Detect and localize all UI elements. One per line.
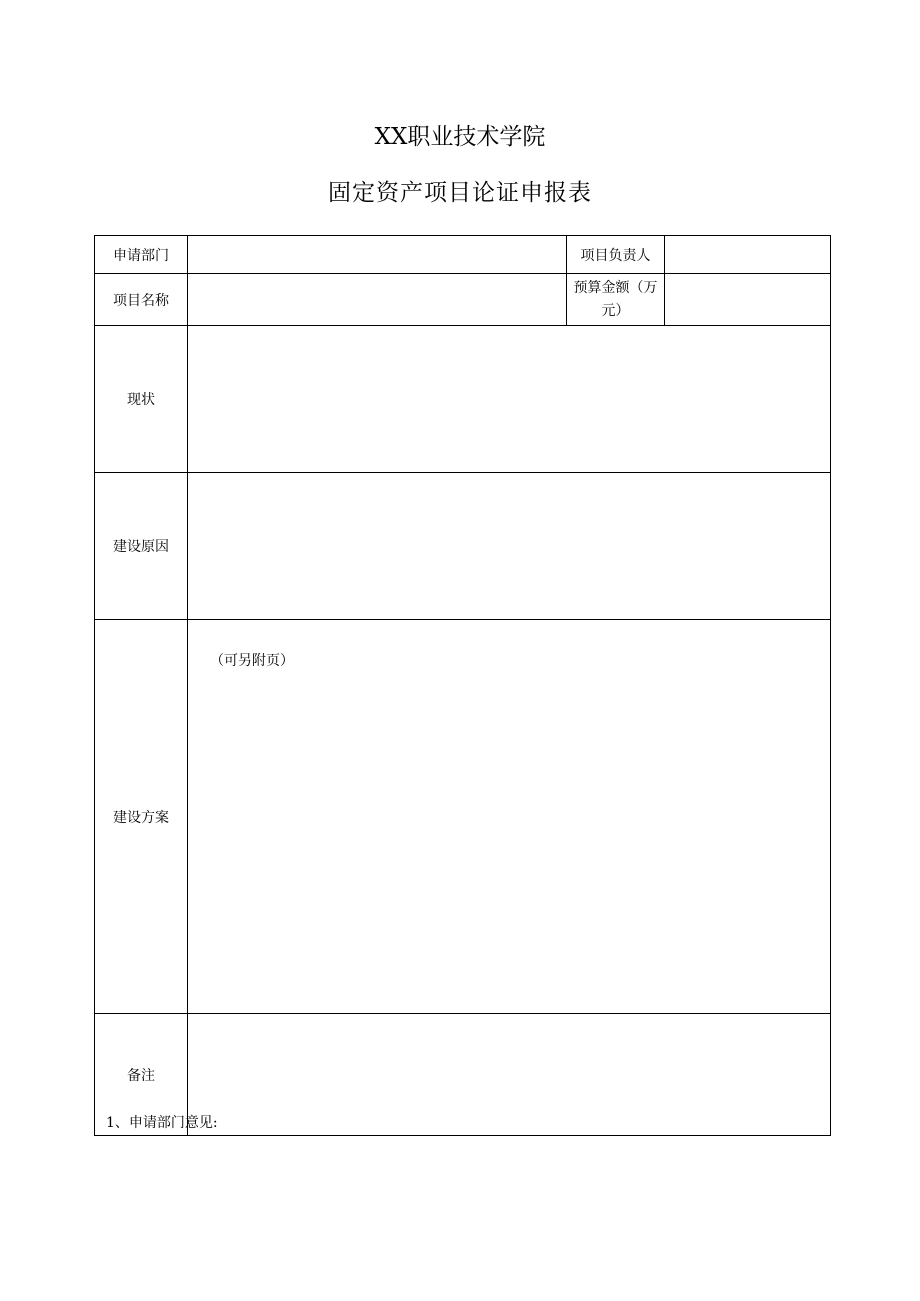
remarks-field[interactable] (188, 1014, 831, 1136)
budget-label: 预算金额（万元） (567, 274, 665, 326)
dept-opinion-label: 1、申请部门意见: (106, 1115, 218, 1131)
form-title: 固定资产项目论证申报表 (328, 180, 592, 206)
application-form-table (94, 235, 831, 1136)
form-row-plan (95, 620, 831, 1014)
form-row-reason (95, 473, 831, 620)
status-field[interactable] (188, 326, 831, 473)
reason-label: 建设原因 (95, 473, 188, 620)
leader-label: 项目负责人 (567, 236, 665, 274)
plan-field[interactable] (188, 620, 831, 1014)
leader-field[interactable] (665, 236, 831, 274)
form-row-dept (95, 236, 831, 274)
form-row-status (95, 326, 831, 473)
project-name-label: 项目名称 (95, 274, 188, 326)
dept-field[interactable] (188, 236, 567, 274)
reason-field[interactable] (188, 473, 831, 620)
project-name-field[interactable] (188, 274, 567, 326)
plan-note: （可另附页） (210, 653, 294, 669)
status-label: 现状 (95, 326, 188, 473)
dept-label: 申请部门 (95, 236, 188, 274)
school-title: XX职业技术学院 (374, 124, 546, 150)
budget-field[interactable] (665, 274, 831, 326)
plan-label: 建设方案 (95, 620, 188, 1014)
remarks-label: 备注 (95, 1014, 188, 1136)
form-row-project (95, 274, 831, 326)
